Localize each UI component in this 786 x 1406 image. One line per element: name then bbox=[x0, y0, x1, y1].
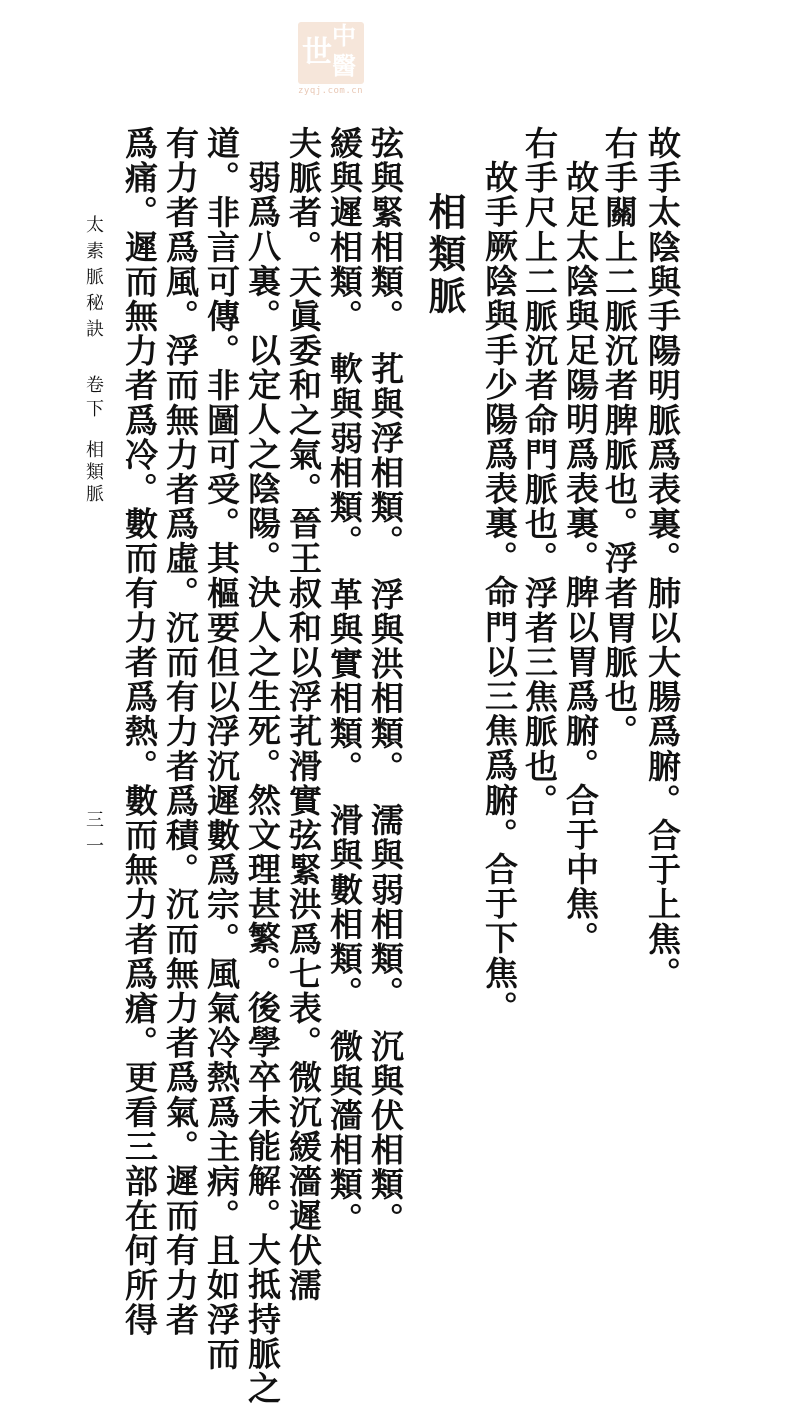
text-column-4: 右手尺上二脈沉者命門脈也。浮者三焦脈也。 bbox=[520, 126, 559, 818]
watermark-char: 醫 bbox=[332, 51, 356, 80]
text-column-1: 故手太陰與手陽明脈爲表裏。肺以大腸爲腑。合于上焦。 bbox=[643, 126, 682, 991]
text-column-5: 故手厥陰與手少陽爲表裏。命門以三焦爲腑。合于下焦。 bbox=[480, 160, 519, 1025]
watermark-logo bbox=[298, 22, 370, 100]
body-column-4: 有力者爲風。浮而無力者爲虛。沉而有力者爲積。沉而無力者爲氣。遲而有力者 bbox=[161, 126, 200, 1337]
watermark-seal bbox=[298, 22, 364, 84]
body-column-1: 夫脈者。天眞委和之氣。晉王叔和以浮芤滑實弦緊洪爲七表。微沉緩濇遲伏濡 bbox=[284, 126, 323, 1303]
text-column-2: 右手關上二脈沉者脾脈也。浮者胃脈也。 bbox=[600, 126, 639, 749]
watermark-url: zyqj.com.cn bbox=[298, 86, 364, 96]
body-column-5: 爲痛。遲而無力者爲冷。數而有力者爲熱。數而無力者爲瘡。更看三部在何所得 bbox=[120, 126, 159, 1337]
similar-pulses-column-2: 緩與遲相類。 軟與弱相類。 革與實相類。 滑與數相類。 微與濇相類。 bbox=[325, 126, 364, 1237]
section-heading: 相類脈 bbox=[422, 192, 467, 318]
text-column-3: 故足太陰與足陽明爲表裏。脾以胃爲腑。合于中焦。 bbox=[561, 160, 600, 956]
body-column-2: 弱爲八裏。以定人之陰陽。決人之生死。然文理甚繁。後學卒未能解。大抵持脈之 bbox=[243, 160, 282, 1406]
book-title: 太素脈秘訣 bbox=[83, 215, 104, 345]
volume-label: 卷下 bbox=[83, 375, 104, 423]
watermark-char: 中 bbox=[332, 21, 356, 50]
watermark-char: 世 bbox=[302, 35, 332, 70]
chapter-label: 相類脈 bbox=[83, 440, 104, 506]
page-number: 三一 bbox=[83, 810, 104, 862]
similar-pulses-column-1: 弦與緊相類。 芤與浮相類。 浮與洪相類。 濡與弱相類。 沉與伏相類。 bbox=[366, 126, 405, 1237]
body-column-3: 道。非言可傳。非圖可受。其樞要但以浮沉遲數爲宗。風氣冷熱爲主病。且如浮而 bbox=[202, 126, 241, 1372]
